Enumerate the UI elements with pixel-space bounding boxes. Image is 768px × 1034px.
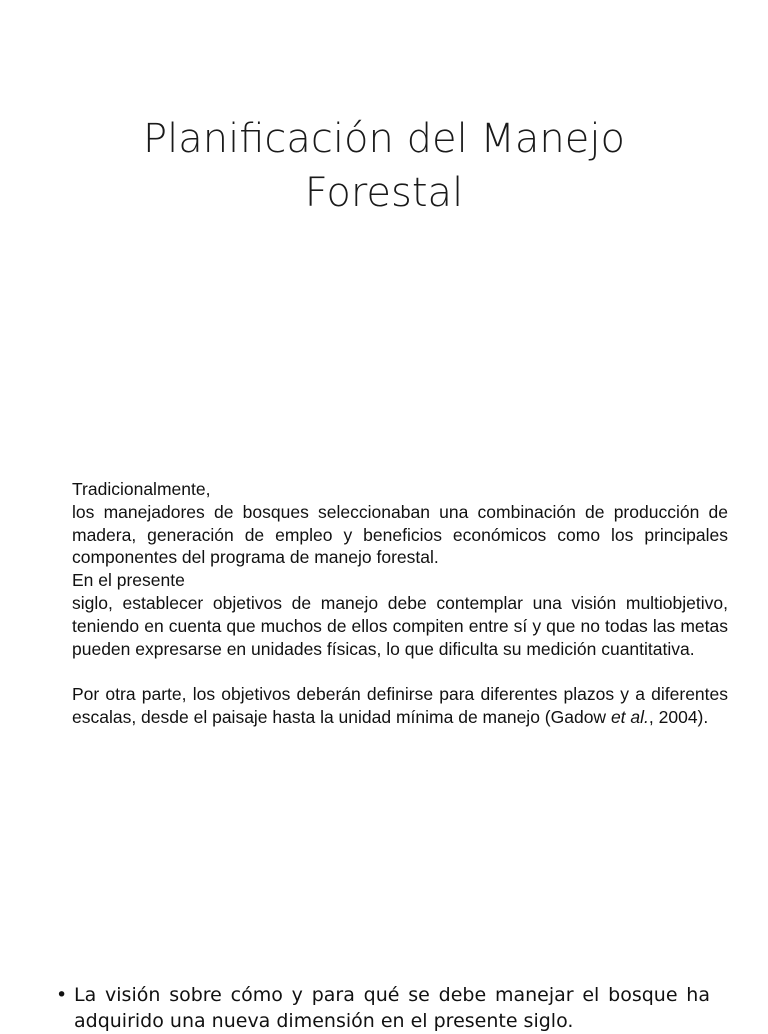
paragraph-1: [72, 478, 728, 569]
slide-title-line-2: Forestal: [304, 170, 464, 216]
paragraph-3: [72, 683, 728, 729]
citation-et-al: et al.: [610, 707, 649, 728]
paragraph-1-text: los manejadores de bosques seleccionaban una combinación de producción de madera, generación de empleo y beneficios económicos como los principales componentes del programa de manejo forestal.: [72, 501, 728, 568]
paragraph-1-opening: Tradicionalmente,: [72, 479, 211, 499]
body-text: [72, 478, 728, 729]
slide-title-line-1: Planificación del Manejo: [143, 116, 625, 162]
paragraph-2-opening: En el presente: [72, 570, 185, 591]
paragraph-3-citation-year: , 2004).: [648, 707, 709, 728]
bullet-item: [56, 982, 710, 1034]
slide-title: [0, 112, 768, 220]
bullet-list: [56, 982, 710, 1034]
paragraph-gap: [72, 660, 728, 683]
paragraph-2-text: siglo, establecer objetivos de manejo debe contemplar una visión multiobjetivo, teniendo en cuenta que muchos de ellos compiten entre sí y que no todas las metas pueden expresarse en unidades físicas, lo que dificulta su medición cuantitativa.: [72, 592, 728, 659]
bullet-marker: •: [56, 984, 68, 1006]
paragraph-3-text: Por otra parte, los objetivos deberán definirse para diferentes plazos y a diferentes escalas, desde el paisaje hasta la unidad mínima de manejo (Gadow: [72, 684, 728, 728]
paragraph-2: [72, 569, 728, 660]
bullet-text: La visión sobre cómo y para qué se debe manejar el bosque ha adquirido una nueva dimensión en el presente siglo.: [74, 984, 710, 1032]
